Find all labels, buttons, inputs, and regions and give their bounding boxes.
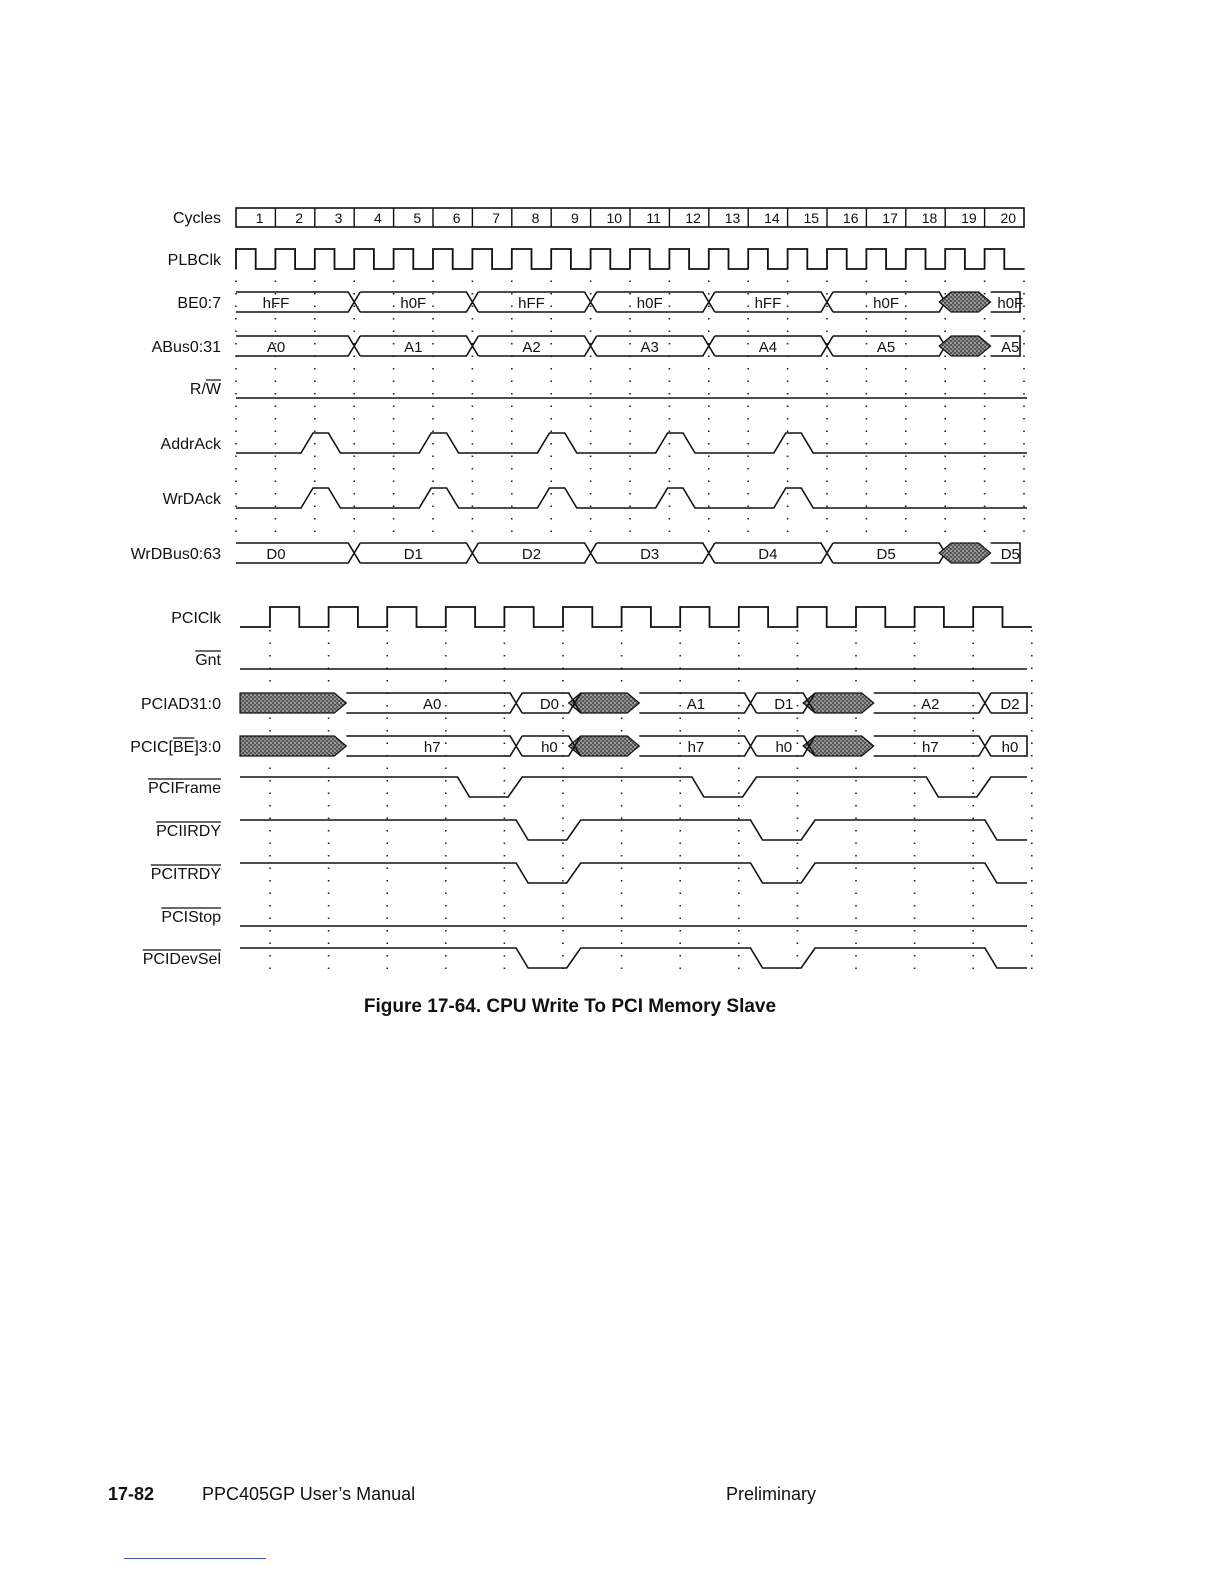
bus-value-wrdbus0-63: D5: [1000, 546, 1020, 563]
cycle-number: 4: [374, 210, 382, 226]
page-number: 17-82: [108, 1484, 155, 1504]
cycle-number: 20: [1000, 210, 1017, 226]
signal-label-wrdack: WrDAck: [162, 491, 221, 508]
bus-undefined-pcic-be-3-0: [240, 736, 346, 756]
cycle-number: 9: [571, 210, 579, 226]
document-status: Preliminary: [726, 1484, 817, 1504]
bus-value-abus0-31: A2: [522, 339, 541, 356]
cycle-number: 1: [255, 210, 264, 226]
cycle-number: 11: [646, 210, 661, 226]
cycle-number: 16: [842, 210, 859, 226]
bus-value-pciad31-0: D1: [774, 696, 794, 713]
cycle-number: 13: [724, 210, 741, 226]
bus-value-pcic-be-3-0: h7: [687, 739, 705, 756]
signal-label-wrdbus0-63: WrDBus0:63: [130, 546, 221, 563]
bus-value-be0-7: hFF: [518, 295, 545, 312]
cycle-number: 8: [531, 210, 540, 226]
cycle-number: 5: [413, 210, 422, 226]
bus-waveform-be0-7: [236, 292, 951, 312]
active-low-waveform-pciirdy: [240, 820, 1027, 840]
cycles-label: Cycles: [172, 210, 221, 227]
bus-value-pcic-be-3-0: h0: [541, 739, 558, 756]
signal-label-pciad31-0: PCIAD31:0: [140, 696, 221, 713]
cycle-number: 14: [764, 210, 780, 226]
bus-value-pcic-be-3-0: h0: [1001, 739, 1019, 756]
signal-label-addrack: AddrAck: [160, 436, 221, 453]
bus-undefined-pciad31-0: [240, 693, 346, 713]
bus-value-pciad31-0: A0: [423, 696, 442, 713]
signal-label-plbclk: PLBClk: [167, 252, 221, 269]
signal-label-pciclk: PCIClk: [171, 610, 221, 627]
signal-label-pcistop: PCIStop: [161, 909, 221, 926]
bus-undefined-abus0-31: [939, 336, 990, 356]
bus-value-pciad31-0: A1: [686, 696, 706, 713]
pciclk-waveform: [240, 607, 1032, 627]
bus-value-be0-7: hFF: [262, 295, 290, 312]
manual-title: PPC405GP User’s Manual: [202, 1484, 416, 1504]
cycle-number: 12: [685, 210, 701, 226]
bus-value-wrdbus0-63: D4: [758, 546, 778, 563]
bus-value-wrdbus0-63: D3: [640, 546, 660, 563]
cycle-number: 2: [295, 210, 303, 226]
signal-label-pciirdy: PCIIRDY: [156, 823, 221, 840]
signal-label-be0-7: BE0:7: [177, 295, 221, 312]
bus-value-pciad31-0: D2: [1000, 696, 1020, 713]
bus-value-pcic-be-3-0: h0: [775, 739, 793, 756]
bus-value-abus0-31: A1: [404, 339, 423, 356]
signal-label-pcic-be-3-0: PCIC[BE]3:0: [130, 739, 221, 756]
cycle-number: 19: [961, 210, 977, 226]
bus-value-be0-7: hFF: [754, 295, 782, 312]
signal-label-pciframe: PCIFrame: [148, 780, 221, 797]
cycle-number: 6: [452, 210, 461, 226]
bus-value-abus0-31: A4: [758, 339, 778, 356]
bus-value-pciad31-0: A2: [921, 696, 940, 713]
bus-value-wrdbus0-63: D2: [521, 546, 542, 563]
signal-label-pcitrdy: PCITRDY: [150, 866, 221, 883]
cycle-number: 17: [882, 210, 898, 226]
cycle-number: 18: [921, 210, 938, 226]
bus-value-wrdbus0-63: D5: [876, 546, 896, 563]
active-low-waveform-pcidevsel: [240, 948, 1027, 968]
bus-value-pcic-be-3-0: h7: [423, 739, 441, 756]
signal-label-abus0-31: ABus0:31: [151, 339, 221, 356]
bus-waveform-wrdbus0-63: [236, 543, 951, 563]
bus-value-abus0-31: A5: [876, 339, 896, 356]
bus-undefined-wrdbus0-63: [939, 543, 990, 563]
bus-undefined-be0-7: [939, 292, 990, 312]
cycle-number: 3: [334, 210, 343, 226]
bus-value-abus0-31: A0: [266, 339, 286, 356]
bus-value-abus0-31: A5: [1001, 339, 1020, 356]
bus-value-wrdbus0-63: D0: [266, 546, 286, 563]
signal-label-r-w: R/W: [189, 381, 221, 398]
plbclk-waveform: [236, 249, 1024, 269]
bus-value-be0-7: h0F: [997, 295, 1024, 312]
bus-waveform-abus0-31: [236, 336, 951, 356]
cycle-number: 15: [803, 210, 820, 226]
cycle-number: 7: [492, 210, 500, 226]
signal-label-pcidevsel: PCIDevSel: [142, 951, 221, 968]
bus-value-pciad31-0: D0: [539, 696, 560, 713]
bus-value-be0-7: h0F: [873, 295, 900, 312]
bus-value-be0-7: h0F: [400, 295, 427, 312]
bus-value-pcic-be-3-0: h7: [921, 739, 939, 756]
cycle-number: 10: [606, 210, 623, 226]
active-low-waveform-pciframe: [240, 777, 1027, 797]
footer-rule: [124, 1558, 266, 1559]
active-low-waveform-pcitrdy: [240, 863, 1027, 883]
bus-value-wrdbus0-63: D1: [403, 546, 423, 563]
figure-caption: Figure 17-64. CPU Write To PCI Memory Slave: [363, 996, 777, 1017]
signal-label-gnt: Gnt: [195, 652, 221, 669]
bus-value-abus0-31: A3: [640, 339, 659, 356]
bus-value-be0-7: h0F: [636, 295, 663, 312]
pulse-waveform-wrdack: [236, 488, 1027, 508]
